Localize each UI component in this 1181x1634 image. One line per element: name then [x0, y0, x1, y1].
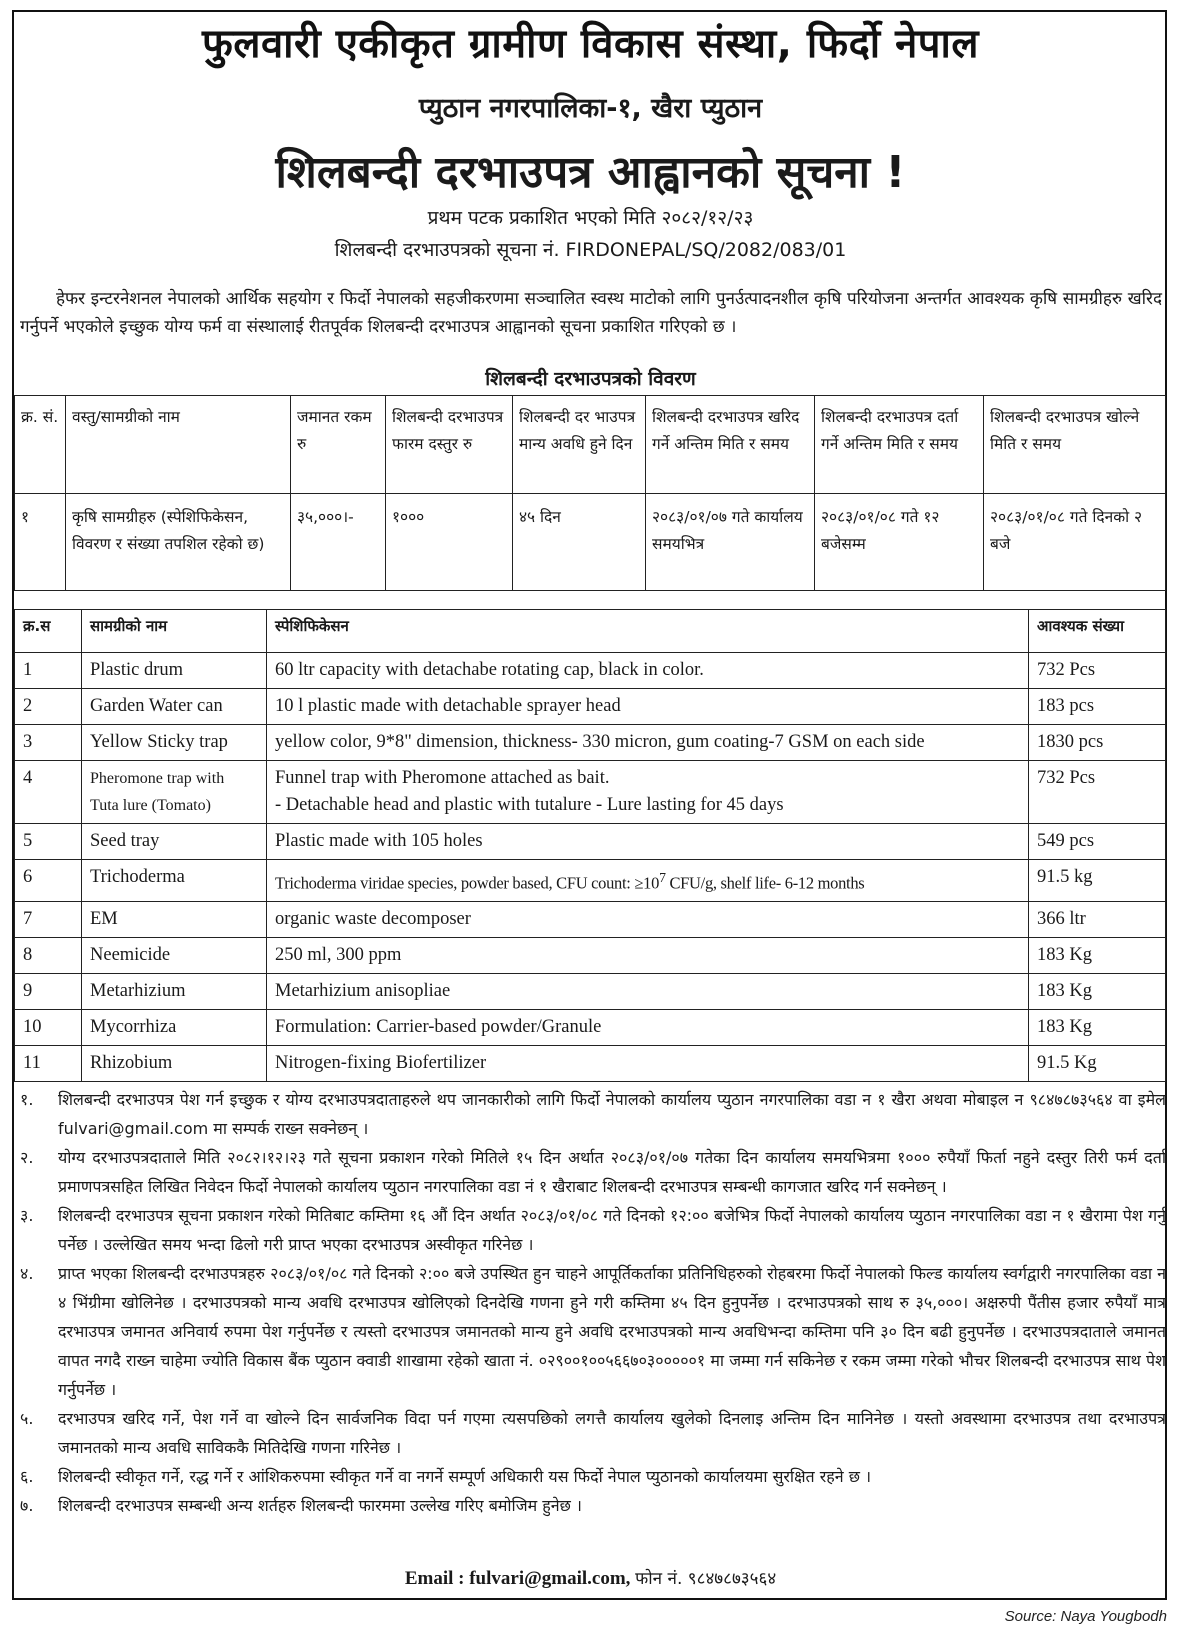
table-row — [15, 761, 1166, 824]
items-header-cell: स्पेशिफिकेसन — [267, 610, 1029, 653]
term-text: शिलबन्दी दरभाउपत्र पेश गर्न इच्छुक र योग्य दरभाउपत्रदाताहरुले थप जानकारीको लागि फिर्दो नेपालको कार्यालय प्युठान नगरपालिका वडा न १ खैरा अथवा मोबाइल न ९८४७८७३५६४ वा इमेल fulvari@gmail.com मा सम्पर्क राख्न सक्नेछन् । — [58, 1090, 1166, 1138]
table-row — [15, 653, 1166, 689]
item-spec — [267, 860, 1029, 902]
item-spec: yellow color, 9*8" dimension, thickness- 330 micron, gum coating-7 GSM on each side — [267, 725, 1029, 761]
intro-paragraph: हेफर इन्टरनेशनल नेपालको आर्थिक सहयोग र फिर्दो नेपालको सहजीकरणमा सञ्चालित स्वस्थ माटोको लागि पुनर्उत्पादनशील कृषि परियोजना अन्तर्गत आवश्यक कृषि सामग्रीहरु खरिद गर्नुपर्ने भएकोले इच्छुक योग्य फर्म वा संस्थालाई रीतपूर्वक शिलबन्दी दरभाउपत्र आह्वानको सूचना प्रकाशित गरिएको छ । — [20, 289, 1162, 337]
term-number: २. — [20, 1148, 34, 1167]
item-name: Neemicide — [82, 937, 267, 973]
item-spec: Formulation: Carrier-based powder/Granule — [267, 1009, 1029, 1045]
footer-email: Email : fulvari@gmail.com, — [404, 1568, 631, 1589]
tender-section-title: शिलबन्दी दरभाउपत्रको विवरण — [485, 368, 696, 390]
term-text: योग्य दरभाउपत्रदाताले मिति २०८२।१२।२३ गते सूचना प्रकाशन गरेको मितिले १५ दिन अर्थात २०८३/०१/०७ गतेका दिन कार्यालय समयभित्रमा १००० रुपैयाँ फिर्ता नहुने दस्तुर तिरी फर्म दर्ता प्रमाणपत्रसहित लिखित निवेदन फिर्दो नेपालको कार्यालय प्युठान नगरपालिका वडा नं १ खैराबाट शिलबन्दी दरभाउपत्र सम्बन्धी कागजात खरिद गर्न सक्नेछन् । — [58, 1148, 1166, 1196]
item-no: 10 — [15, 1009, 82, 1045]
tender-cell: ४५ दिन — [513, 494, 646, 591]
org-address: प्युठान नगरपालिका-१, खैरा प्युठान — [418, 93, 763, 124]
tender-header-cell: शिलबन्दी दरभाउपत्र फारम दस्तुर रु — [386, 396, 513, 494]
item-qty: 91.5 Kg — [1029, 1045, 1166, 1081]
item-qty: 183 Kg — [1029, 1009, 1166, 1045]
term-item — [14, 1462, 1166, 1491]
table-row — [15, 1009, 1166, 1045]
item-no: 4 — [15, 761, 82, 824]
tender-cell: २०८३/०१/०८ गते १२ बजेसम्म — [815, 494, 984, 591]
tender-header-cell: शिलबन्दी दर भाउपत्र मान्य अवधि हुने दिन — [513, 396, 646, 494]
item-name: Mycorrhiza — [82, 1009, 267, 1045]
item-qty: 183 pcs — [1029, 689, 1166, 725]
term-item — [14, 1201, 1166, 1259]
table-row — [15, 725, 1166, 761]
tender-header-cell: जमानत रकम रु — [291, 396, 386, 494]
tender-header-cell: क्र. सं. — [15, 396, 66, 494]
item-name-line: Tuta lure (Tomato) — [90, 797, 211, 814]
item-qty: 732 Pcs — [1029, 653, 1166, 689]
term-number: ७. — [20, 1496, 34, 1515]
table-row — [15, 824, 1166, 860]
item-qty: 183 Kg — [1029, 937, 1166, 973]
table-row — [15, 937, 1166, 973]
item-spec: organic waste decomposer — [267, 901, 1029, 937]
terms-list — [14, 1085, 1166, 1520]
item-name: Trichoderma — [82, 860, 267, 902]
table-row — [15, 860, 1166, 902]
term-item — [14, 1085, 1166, 1143]
term-number: ४. — [20, 1264, 34, 1283]
item-qty: 549 pcs — [1029, 824, 1166, 860]
item-name: Garden Water can — [82, 689, 267, 725]
term-item — [14, 1259, 1166, 1404]
tender-header-cell: शिलबन्दी दरभाउपत्र खोल्ने मिति र समय — [984, 396, 1166, 494]
tender-cell: १ — [15, 494, 66, 591]
footer-contact — [0, 1566, 1181, 1590]
item-spec-exponent: 7 — [659, 870, 666, 885]
item-no: 11 — [15, 1045, 82, 1081]
items-header-cell: आवश्यक संख्या — [1029, 610, 1166, 653]
table-row — [15, 1045, 1166, 1081]
item-qty: 91.5 kg — [1029, 860, 1166, 902]
item-name: Plastic drum — [82, 653, 267, 689]
items-header-cell: सामग्रीको नाम — [82, 610, 267, 653]
tender-details-table — [14, 395, 1166, 591]
item-no: 3 — [15, 725, 82, 761]
item-name: Seed tray — [82, 824, 267, 860]
item-spec: Metarhizium anisopliae — [267, 973, 1029, 1009]
tender-cell: २०८३/०१/०८ गते दिनको २ बजे — [984, 494, 1166, 591]
item-spec-line: Funnel trap with Pheromone attached as bait. — [275, 768, 610, 788]
footer-phone: फोन नं. ९८४७८७३५६४ — [635, 1569, 777, 1589]
tender-cell: १००० — [386, 494, 513, 591]
tender-data-row — [15, 494, 1166, 591]
term-text: प्राप्त भएका शिलबन्दी दरभाउपत्रहरु २०८३/०१/०८ गते दिनको २:०० बजे उपस्थित हुन चाहने आपूर्तिकर्ताका प्रतिनिधिहरुको रोहबरमा फिर्दो नेपालको फिल्ड कार्यालय स्वर्गद्वारी नगरपालिका वडा न ४ भिंग्रीमा खोलिनेछ । दरभाउपत्रको मान्य अवधि दरभाउपत्र खोलिएको दिनदेखि गणना हुने गरी कम्तिमा ४५ दिन हुनुपर्नेछ । दरभाउपत्रको साथ रु ३५,०००। अक्षरुपी पैंतीस हजार रुपैयाँ मात्र दरभाउपत्र जमानत अनिवार्य रुपमा पेश गर्नुपर्नेछ र त्यस्तो दरभाउपत्र जमानतको मान्य हुने अवधि दरभाउपत्रको मान्य अवधिभन्दा कम्तिमा पनि ३० दिन बढी हुनुपर्नेछ । दरभाउपत्रदाताले जमानत वापत नगदै राख्न चाहेमा ज्योति विकास बैंक प्युठान क्वाडी शाखामा रहेको खाता नं. ०२९००१००५६६७०३०००००१ मा जम्मा गर्न सकिनेछ र रकम जम्मा गरेको भौचर शिलबन्दी दरभाउपत्र साथ पेश गर्नुपर्नेछ । — [58, 1264, 1166, 1399]
table-row — [15, 901, 1166, 937]
source-credit: Source: Naya Yougbodh — [1004, 1608, 1167, 1625]
term-number: १. — [20, 1090, 34, 1109]
notice-number: शिलबन्दी दरभाउपत्रको सूचना नं. FIRDONEPAL/SQ/2082/083/01 — [334, 239, 847, 261]
item-no: 8 — [15, 937, 82, 973]
item-spec: Nitrogen-fixing Biofertilizer — [267, 1045, 1029, 1081]
items-spec-table — [14, 609, 1166, 1082]
tender-header-cell: शिलबन्दी दरभाउपत्र दर्ता गर्ने अन्तिम मिति र समय — [815, 396, 984, 494]
item-qty: 732 Pcs — [1029, 761, 1166, 824]
item-no: 6 — [15, 860, 82, 902]
item-name: Yellow Sticky trap — [82, 725, 267, 761]
term-text: शिलबन्दी स्वीकृत गर्ने, रद्ध गर्ने र आंशिकरुपमा स्वीकृत गर्ने वा नगर्ने सम्पूर्ण अधिकारी यस फिर्दो नेपाल प्युठानको कार्यालयमा सुरक्षित रहने छ । — [58, 1467, 872, 1486]
item-spec-line: - Detachable head and plastic with tutalure - Lure lasting for 45 days — [275, 795, 784, 815]
item-spec: 60 ltr capacity with detachabe rotating cap, black in color. — [267, 653, 1029, 689]
item-no: 5 — [15, 824, 82, 860]
term-item — [14, 1143, 1166, 1201]
item-name-line: Pheromone trap with — [90, 770, 225, 787]
item-qty: 366 ltr — [1029, 901, 1166, 937]
item-qty: 183 Kg — [1029, 973, 1166, 1009]
tender-header-cell: वस्तु/सामग्रीको नाम — [66, 396, 291, 494]
item-no: 2 — [15, 689, 82, 725]
tender-cell: ३५,०००।- — [291, 494, 386, 591]
term-number: ३. — [20, 1206, 34, 1225]
table-row — [15, 689, 1166, 725]
table-row — [15, 973, 1166, 1009]
item-spec: 10 l plastic made with detachable sprayer head — [267, 689, 1029, 725]
item-name — [82, 761, 267, 824]
tender-header-cell: शिलबन्दी दरभाउपत्र खरिद गर्ने अन्तिम मिति र समय — [646, 396, 815, 494]
term-number: ६. — [20, 1467, 34, 1486]
tender-cell: कृषि सामग्रीहरु (स्पेशिफिकेसन, विवरण र संख्या तपशिल रहेको छ) — [66, 494, 291, 591]
tender-cell: २०८३/०१/०७ गते कार्यालय समयभित्र — [646, 494, 815, 591]
item-spec-text: Trichoderma viridae species, powder based, CFU count: ≥10 — [275, 873, 660, 893]
term-item — [14, 1404, 1166, 1462]
term-item — [14, 1491, 1166, 1520]
item-no: 7 — [15, 901, 82, 937]
item-name: Metarhizium — [82, 973, 267, 1009]
items-header-row — [15, 610, 1166, 653]
org-name: फुलवारी एकीकृत ग्रामीण विकास संस्था, फिर्दो नेपाल — [201, 21, 979, 67]
notice-title: शिलबन्दी दरभाउपत्र आह्वानको सूचना ! — [275, 147, 906, 198]
tender-header-row — [15, 396, 1166, 494]
item-spec-text: CFU/g, shelf life- 6-12 months — [665, 873, 865, 893]
item-spec — [267, 761, 1029, 824]
first-published-date: प्रथम पटक प्रकाशित भएको मिति २०८२/१२/२३ — [427, 207, 754, 229]
item-no: 9 — [15, 973, 82, 1009]
term-text: शिलबन्दी दरभाउपत्र सम्बन्धी अन्य शर्तहरु शिलबन्दी फारममा उल्लेख गरिए बमोजिम हुनेछ । — [58, 1496, 582, 1515]
item-spec: Plastic made with 105 holes — [267, 824, 1029, 860]
item-qty: 1830 pcs — [1029, 725, 1166, 761]
term-number: ५. — [20, 1409, 34, 1428]
item-name: EM — [82, 901, 267, 937]
items-header-cell: क्र.स — [15, 610, 82, 653]
item-name: Rhizobium — [82, 1045, 267, 1081]
term-text: दरभाउपत्र खरिद गर्ने, पेश गर्ने वा खोल्ने दिन सार्वजनिक विदा पर्न गएमा त्यसपछिको लगत्तै कार्यालय खुलेको दिनलाइ अन्तिम दिन मानिनेछ । यस्तो अवस्थामा दरभाउपत्र तथा दरभाउपत्र जमानतको मान्य अवधि साविककै मितिदेखि गणना गरिनेछ । — [58, 1409, 1166, 1457]
item-no: 1 — [15, 653, 82, 689]
item-spec: 250 ml, 300 ppm — [267, 937, 1029, 973]
term-text: शिलबन्दी दरभाउपत्र सूचना प्रकाशन गरेको मितिबाट कम्तिमा १६ औं दिन अर्थात २०८३/०१/०८ गते दिनको १२:०० बजेभित्र फिर्दो नेपालको कार्यालय प्युठान नगरपालिका वडा न १ खैरामा पेश गर्नु पर्नेछ । उल्लेखित समय भन्दा ढिलो गरी प्राप्त भएका दरभाउपत्र अस्वीकृत गरिनेछ । — [58, 1206, 1166, 1254]
